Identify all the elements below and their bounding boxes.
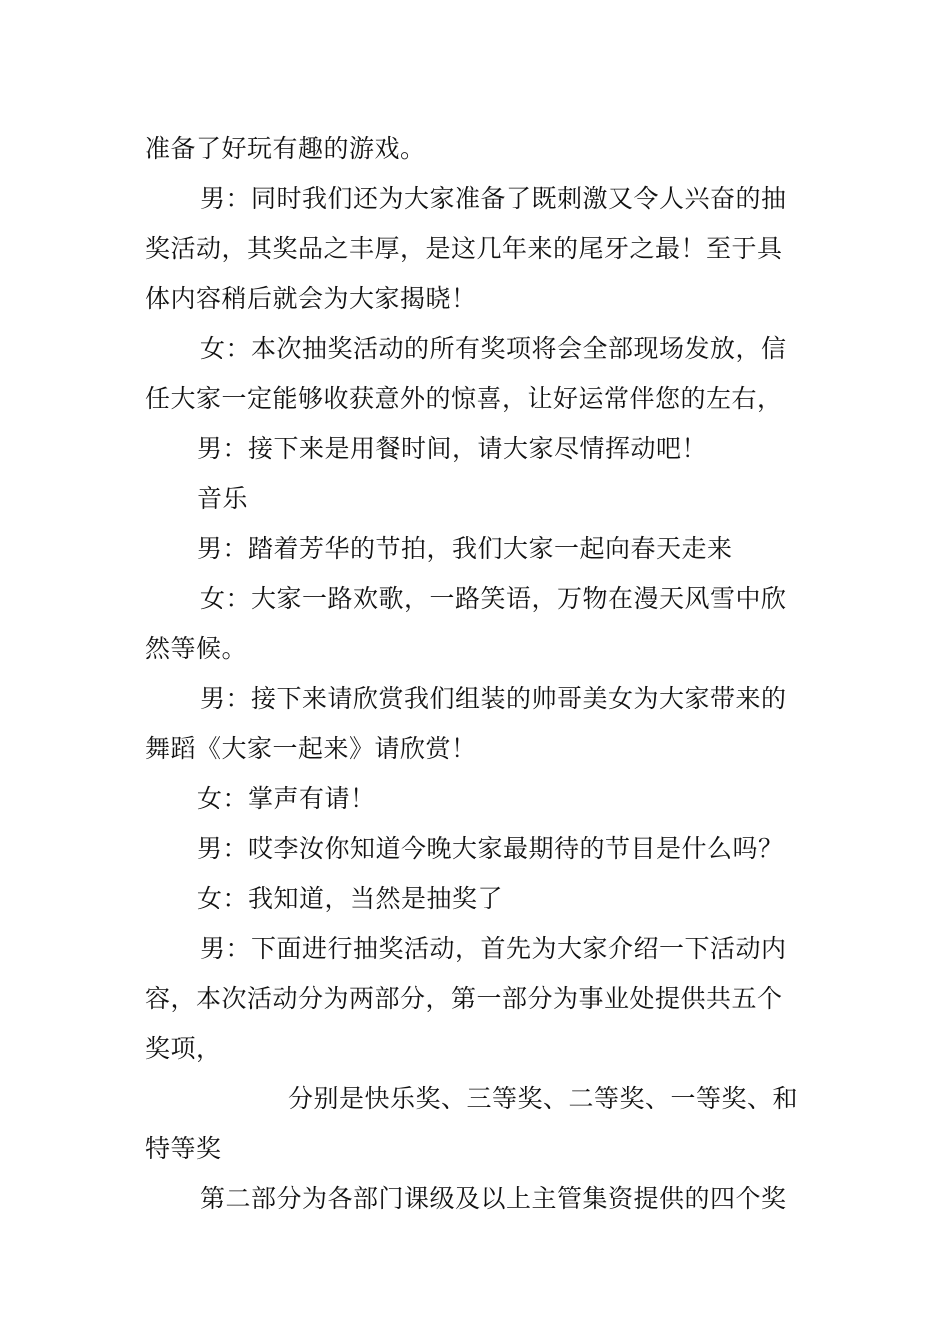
- text-line: 容，本次活动分为两部分，第一部分为事业处提供共五个: [145, 984, 783, 1013]
- text-line: 分别是快乐奖、三等奖、二等奖、一等奖、和: [288, 1084, 799, 1113]
- text-line: 准备了好玩有趣的游戏。: [145, 134, 426, 163]
- text-line: 音乐: [197, 484, 249, 513]
- text-line: 特等奖: [145, 1134, 222, 1163]
- text-line: 男：同时我们还为大家准备了既刺激又令人兴奋的抽: [200, 184, 787, 213]
- text-line: 奖项，: [145, 1034, 222, 1063]
- text-line: 男：哎李汝你知道今晚大家最期待的节目是什么吗？: [197, 834, 784, 863]
- text-line: 男：接下来是用餐时间，请大家尽情挥动吧！: [197, 434, 708, 463]
- text-line: 男：接下来请欣赏我们组装的帅哥美女为大家带来的: [200, 684, 787, 713]
- text-line: 第二部分为各部门课级及以上主管集资提供的四个奖: [200, 1184, 787, 1213]
- text-line: 奖活动，其奖品之丰厚，是这几年来的尾牙之最！至于具: [145, 234, 783, 263]
- text-line: 男：下面进行抽奖活动，首先为大家介绍一下活动内: [200, 934, 787, 963]
- text-line: 舞蹈《大家一起来》请欣赏！: [145, 734, 477, 763]
- text-line: 女：本次抽奖活动的所有奖项将会全部现场发放，信: [200, 334, 787, 363]
- text-line: 然等候。: [145, 634, 248, 663]
- text-line: 女：掌声有请！: [197, 784, 376, 813]
- text-line: 任大家一定能够收获意外的惊喜，让好运常伴您的左右，: [145, 384, 783, 413]
- text-line: 男：踏着芳华的节拍，我们大家一起向春天走来: [197, 534, 733, 563]
- text-line: 体内容稍后就会为大家揭晓！: [145, 284, 477, 313]
- text-line: 女：我知道，当然是抽奖了: [197, 884, 504, 913]
- text-line: 女：大家一路欢歌，一路笑语，万物在漫天风雪中欣: [200, 584, 787, 613]
